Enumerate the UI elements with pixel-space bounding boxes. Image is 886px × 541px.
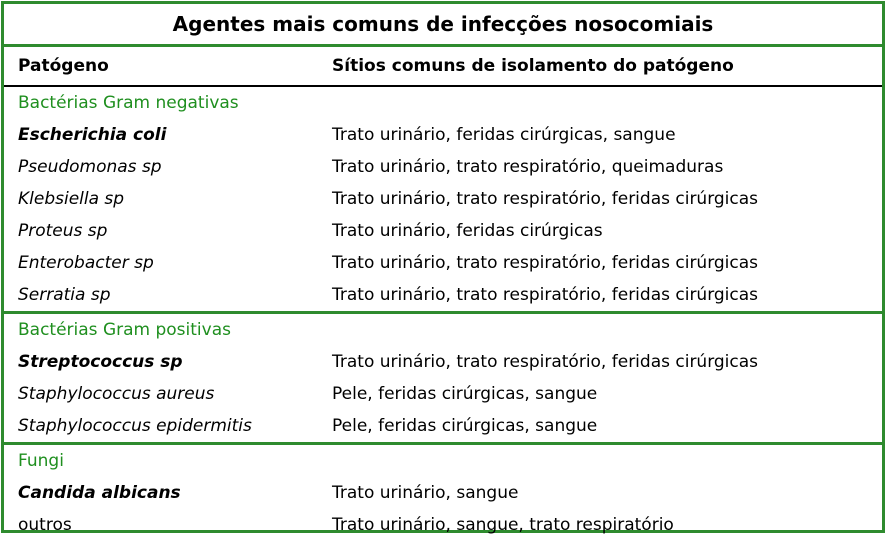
table-row (4, 215, 882, 247)
table-row (4, 378, 882, 410)
table-row (4, 509, 882, 541)
table-header (4, 47, 882, 87)
isolation-sites: Trato urinário, feridas cirúrgicas (332, 221, 603, 241)
isolation-sites: Trato urinário, trato respiratório, feridas cirúrgicas (332, 285, 759, 305)
header-sites: Sítios comuns de isolamento do patógeno (332, 56, 734, 76)
pathogen-name: Staphylococcus aureus (18, 384, 215, 404)
isolation-sites: Pele, feridas cirúrgicas, sangue (332, 416, 598, 436)
isolation-sites: Trato urinário, trato respiratório, queimaduras (332, 157, 724, 177)
group-label: Fungi (18, 451, 64, 471)
pathogen-name: outros (18, 515, 72, 535)
pathogen-name: Candida albicans (18, 483, 181, 503)
group-label-gram-negative (4, 87, 882, 119)
table-title: Agentes mais comuns de infecções nosocomiais (4, 4, 882, 47)
pathogen-name: Pseudomonas sp (18, 157, 162, 177)
isolation-sites: Trato urinário, trato respiratório, feridas cirúrgicas (332, 189, 759, 209)
pathogen-name: Serratia sp (18, 285, 111, 305)
pathogen-name: Streptococcus sp (18, 352, 183, 372)
table-row (4, 279, 882, 311)
group-label-fungi (4, 442, 882, 477)
nosocomial-table (1, 1, 885, 533)
group-label: Bactérias Gram negativas (18, 93, 239, 113)
table-row (4, 247, 882, 279)
isolation-sites: Pele, feridas cirúrgicas, sangue (332, 384, 598, 404)
table-row (4, 410, 882, 442)
table-row (4, 183, 882, 215)
group-label: Bactérias Gram positivas (18, 320, 231, 340)
pathogen-name: Proteus sp (18, 221, 108, 241)
table-row (4, 346, 882, 378)
isolation-sites: Trato urinário, trato respiratório, feridas cirúrgicas (332, 253, 759, 273)
pathogen-name: Escherichia coli (18, 125, 167, 145)
pathogen-name: Staphylococcus epidermitis (18, 416, 252, 436)
isolation-sites: Trato urinário, trato respiratório, feridas cirúrgicas (332, 352, 759, 372)
isolation-sites: Trato urinário, sangue, trato respiratório (332, 515, 674, 535)
table-row (4, 119, 882, 151)
pathogen-name: Klebsiella sp (18, 189, 125, 209)
table-row (4, 151, 882, 183)
group-label-gram-positive (4, 311, 882, 346)
isolation-sites: Trato urinário, feridas cirúrgicas, sangue (332, 125, 676, 145)
table-row (4, 477, 882, 509)
pathogen-name: Enterobacter sp (18, 253, 154, 273)
header-pathogen: Patógeno (18, 56, 109, 76)
isolation-sites: Trato urinário, sangue (332, 483, 519, 503)
